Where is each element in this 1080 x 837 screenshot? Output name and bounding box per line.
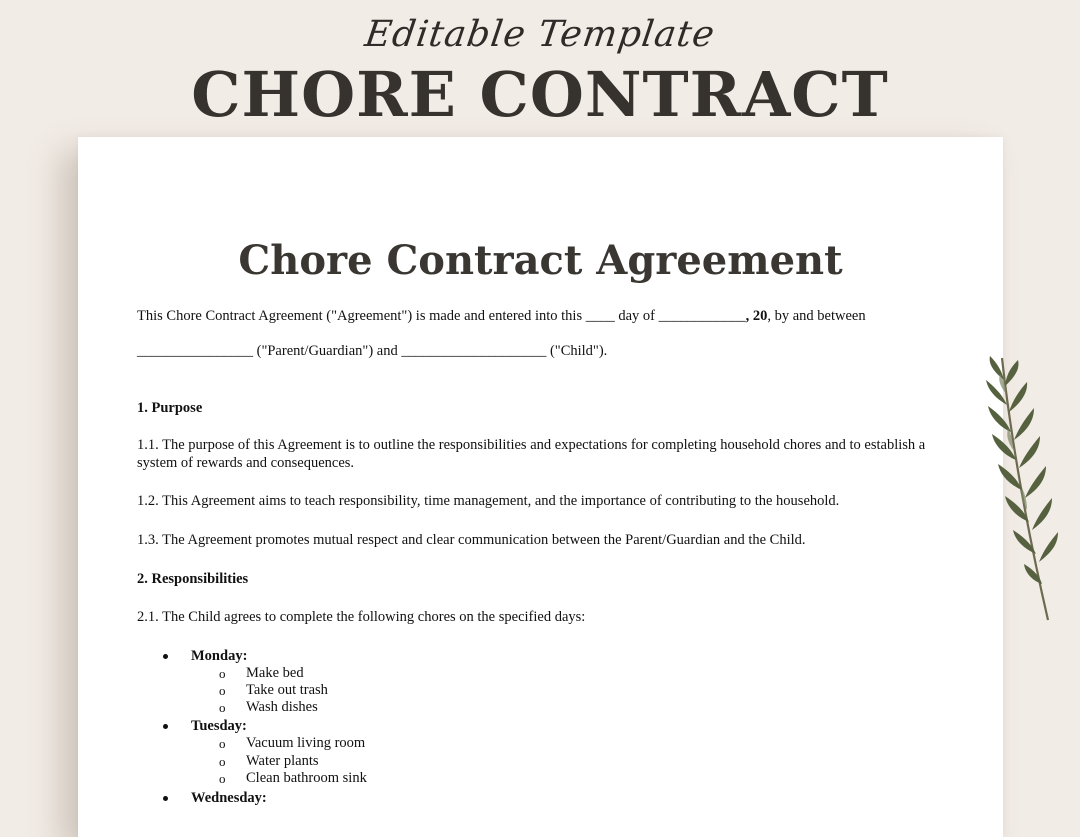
chore-label: Clean bathroom sink xyxy=(246,770,367,786)
circle-marker-icon: o xyxy=(219,700,226,715)
intro-line-2: ________________ ("Parent/Guardian") and ____________________ ("Child"). xyxy=(137,343,608,359)
section-heading-responsibilities: 2. Responsibilities xyxy=(137,571,249,587)
circle-marker-icon: o xyxy=(219,683,226,698)
paragraph-1-2: 1.2. This Agreement aims to teach responsibility, time management, and the importance of contributing to the household. xyxy=(137,493,840,509)
section-heading-purpose: 1. Purpose xyxy=(137,400,203,416)
paragraph-1-3: 1.3. The Agreement promotes mutual respect and clear communication between the Parent/Guardian and the Child. xyxy=(137,532,806,548)
bullet-icon xyxy=(163,724,168,729)
circle-marker-icon: o xyxy=(219,754,226,769)
intro-text-a: This Chore Contract Agreement ("Agreement") is made and entered into this ____ day of ____________ xyxy=(137,308,746,324)
circle-marker-icon: o xyxy=(219,736,226,751)
hero-title: CHORE CONTRACT xyxy=(191,58,889,131)
chore-label: Take out trash xyxy=(246,682,328,698)
chore-label: Vacuum living room xyxy=(246,735,366,751)
day-label: Tuesday: xyxy=(191,718,247,734)
intro-text-c: , by and between xyxy=(767,308,866,324)
document-title: Chore Contract Agreement xyxy=(238,237,843,284)
chore-label: Make bed xyxy=(246,665,304,681)
day-label: Wednesday: xyxy=(191,790,267,806)
circle-marker-icon: o xyxy=(219,666,226,681)
chore-label: Water plants xyxy=(246,753,319,769)
bullet-icon xyxy=(163,796,168,801)
intro-text-year: , 20 xyxy=(745,308,768,324)
intro-line-1 xyxy=(137,307,927,325)
chore-label: Wash dishes xyxy=(246,699,318,715)
circle-marker-icon: o xyxy=(219,771,226,786)
bullet-icon xyxy=(163,654,168,659)
paragraph-1-1: 1.1. The purpose of this Agreement is to outline the responsibilities and expectations for completing household chores and to establish a system of rewards and consequences. xyxy=(137,437,926,471)
paragraph-2-1: 2.1. The Child agrees to complete the following chores on the specified days: xyxy=(137,609,586,625)
script-title: Editable Template xyxy=(362,14,718,55)
document-page xyxy=(78,137,1003,837)
rosemary-sprig-icon xyxy=(980,350,1070,640)
day-label: Monday: xyxy=(191,648,248,664)
